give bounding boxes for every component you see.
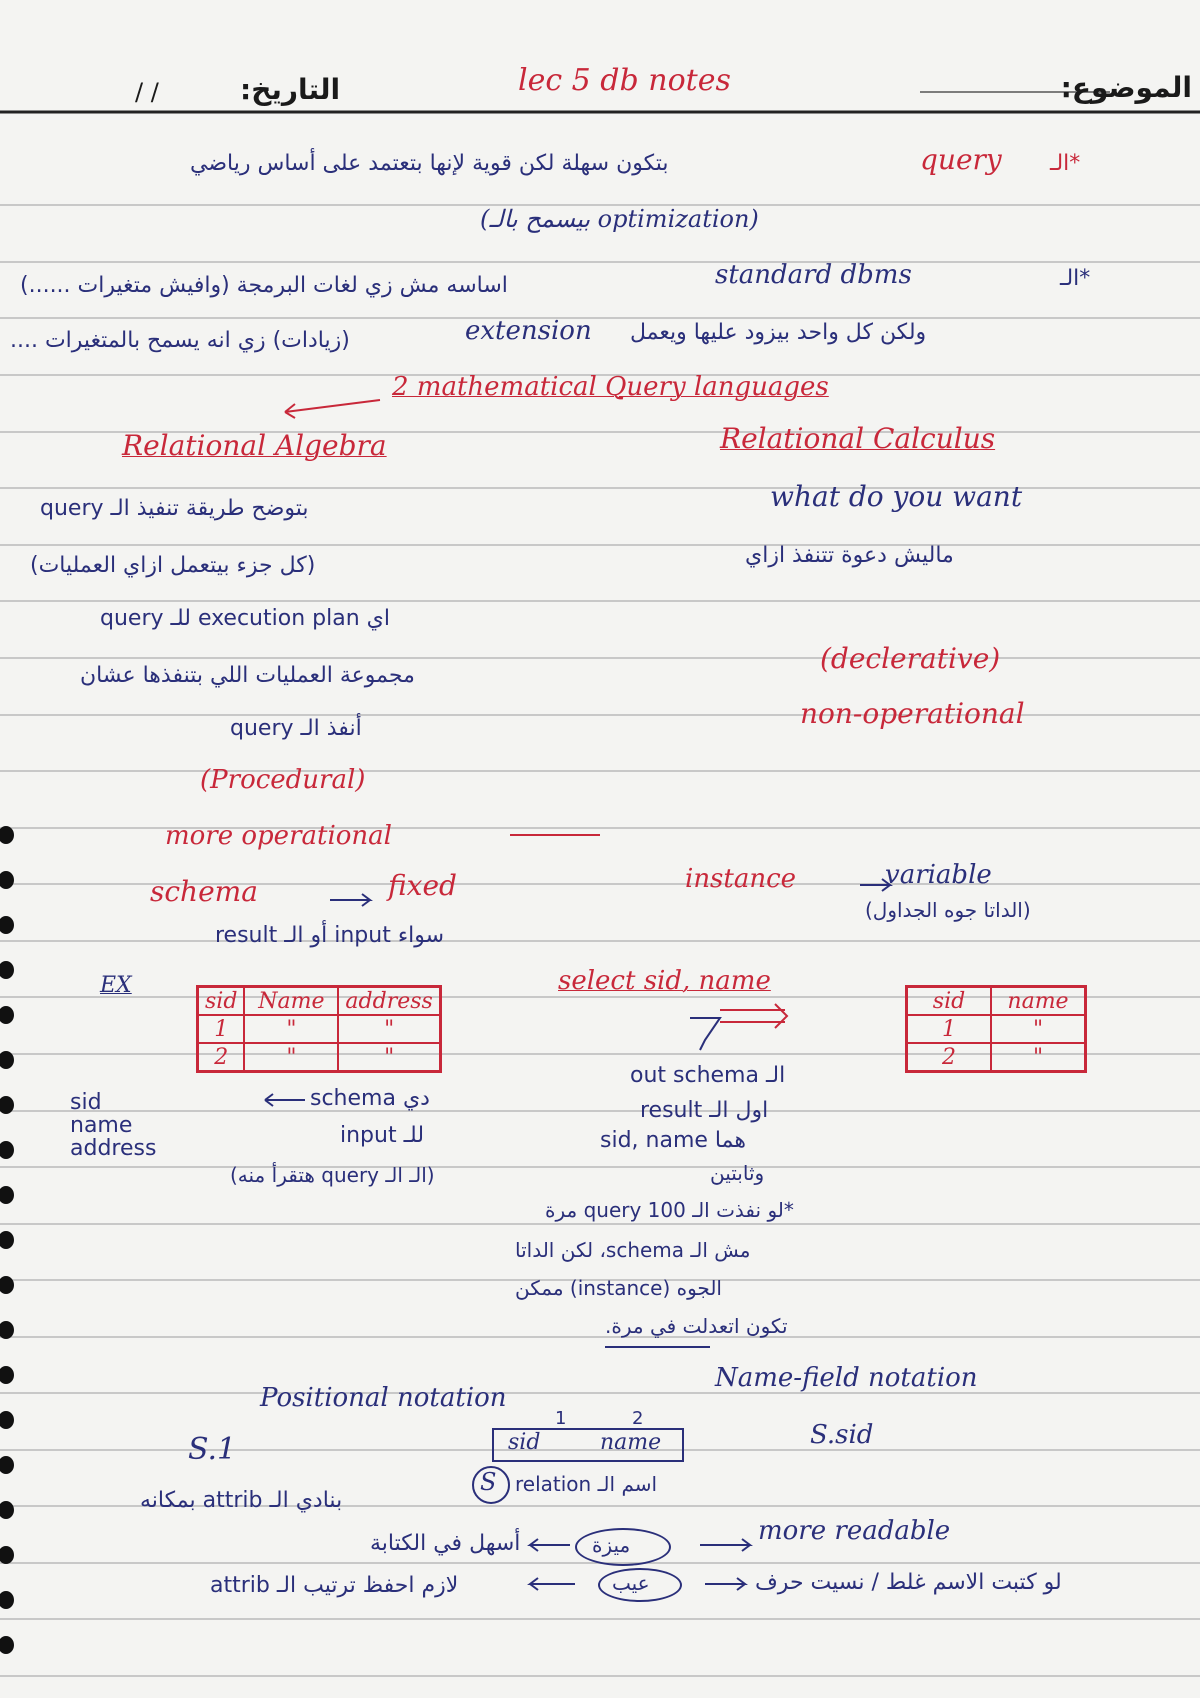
feature-label: ميزة — [592, 1533, 631, 1557]
intro-extension: extension — [465, 316, 592, 346]
schema-word: schema — [150, 875, 258, 908]
more-readable: more readable — [758, 1516, 951, 1546]
field-name: name — [70, 1113, 133, 1138]
calculus-line1: what do you want — [770, 480, 1023, 513]
output-table-header-sid: sid — [907, 987, 992, 1016]
input-table-cell: 2 — [198, 1043, 245, 1072]
input-table-cell: " — [338, 1015, 440, 1043]
note-line1: *لو نفذت الـ query 100 مرة — [545, 1198, 794, 1222]
note-line3: الجوه (instance) ممكن — [515, 1276, 722, 1300]
calls-attrib-note: بنادي الـ attrib بمكانه — [140, 1488, 343, 1513]
ssid-example: S.sid — [810, 1420, 874, 1450]
sid-name-note: هما sid, name — [600, 1128, 746, 1153]
output-table-header-name: name — [991, 987, 1086, 1016]
select-statement: select sid, name — [558, 966, 771, 996]
input-label: للـ input — [340, 1123, 425, 1148]
instance-word: instance — [685, 864, 797, 894]
box-name: name — [600, 1430, 662, 1455]
input-table-cell: " — [338, 1043, 440, 1072]
input-table-cell: " — [244, 1015, 338, 1043]
result-line: سواء input أو الـ result — [215, 923, 445, 948]
intro-line1-text: بتكون سهلة لكن قوية لإنها بتعتمد على أساس رياضي — [190, 151, 669, 176]
relation-name-note: اسم الـ relation — [515, 1472, 658, 1496]
column-number-2: 2 — [632, 1408, 644, 1429]
algebra-line3: اي execution plan للـ query — [100, 606, 390, 631]
intro-standard-dbms: standard dbms — [715, 260, 912, 290]
defect-label: عيب — [612, 1571, 650, 1595]
schema-arrow-note: دي schema — [310, 1086, 430, 1111]
query-note: (الـ الـ query هتقرأ منه) — [230, 1163, 435, 1187]
algebra-title: Relational Algebra — [122, 429, 387, 462]
input-table-header-sid: sid — [198, 987, 245, 1016]
subject-label: الموضوع: — [1060, 71, 1192, 104]
output-table-cell: " — [991, 1015, 1086, 1043]
algebra-more-operational: more operational — [165, 821, 392, 851]
input-table — [196, 985, 442, 1073]
input-table-cell: " — [244, 1043, 338, 1072]
name-field-notation: Name-field notation — [715, 1363, 978, 1393]
calculus-line2: ماليش دعوة تتنفذ ازاي — [745, 543, 954, 568]
field-sid: sid — [70, 1090, 102, 1115]
output-table — [905, 985, 1087, 1073]
output-table-cell: 2 — [907, 1043, 992, 1072]
column-number-1: 1 — [555, 1408, 567, 1429]
fixed-ar: وثابتين — [710, 1161, 765, 1185]
algebra-line2: (كل جزء بيتعمل ازاي العمليات) — [30, 553, 316, 578]
calculus-declarative: (declerative) — [820, 642, 1001, 675]
variable-word: variable — [885, 860, 992, 890]
s1-example: S.1 — [188, 1432, 237, 1467]
example-label: EX — [100, 973, 132, 998]
relation-s-letter: S — [480, 1468, 497, 1496]
intro-line3-prefix: *الـ — [1060, 266, 1091, 291]
input-table-cell: 1 — [198, 1015, 245, 1043]
intro-line4-note: (زيادات) زي انه يسمح بالمتغيرات .... — [10, 328, 350, 353]
fixed-word: fixed — [388, 869, 457, 902]
input-table-header-name: Name — [244, 987, 338, 1016]
intro-line3-text: اساسه مش زي لغات البرمجة (وافيش متغيرات ......) — [20, 273, 508, 298]
algebra-line5: أنفذ الـ query — [230, 716, 362, 741]
intro-line4-text: ولكن كل واحد بيزود عليها ويعمل — [630, 320, 927, 345]
algebra-line4: مجموعة العمليات اللي بتنفذها عشان — [80, 663, 415, 688]
languages-heading: 2 mathematical Query languages — [392, 372, 829, 402]
intro-line1-query: query — [920, 143, 1002, 176]
faster-note: أسهل في الكتابة — [370, 1531, 521, 1556]
algebra-procedural: (Procedural) — [200, 765, 366, 795]
date-slashes: / / — [135, 78, 159, 106]
input-table-header-address: address — [338, 987, 440, 1016]
note-line2: مش الـ schema، لكن الداتا — [515, 1238, 751, 1262]
field-address: address — [70, 1136, 157, 1161]
algebra-line1: بتوضح طريقة تنفيذ الـ query — [40, 496, 309, 521]
instance-note: (الداتا جوه الجداول) — [865, 898, 1031, 922]
positional-notation: Positional notation — [260, 1383, 507, 1413]
out-schema: الـ out schema — [630, 1063, 786, 1088]
result-first: اول الـ result — [640, 1098, 769, 1123]
must-remember-order: لازم احفظ ترتيب الـ attrib — [210, 1573, 459, 1598]
calculus-title: Relational Calculus — [720, 422, 996, 455]
wrong-name-note: لو كتبت الاسم غلط / نسيت حرف — [755, 1570, 1062, 1595]
box-sid: sid — [508, 1430, 541, 1455]
intro-optimization: (بيسمح بالـ optimization) — [480, 205, 759, 233]
note-line4: تكون اتعدلت في مرة. — [605, 1314, 788, 1338]
date-label: التاريخ: — [240, 73, 341, 106]
calculus-non-operational: non-operational — [800, 697, 1025, 730]
intro-line1-prefix: *الـ — [1050, 151, 1081, 176]
lecture-title: lec 5 db notes — [518, 63, 731, 98]
output-table-cell: " — [991, 1043, 1086, 1072]
output-table-cell: 1 — [907, 1015, 992, 1043]
